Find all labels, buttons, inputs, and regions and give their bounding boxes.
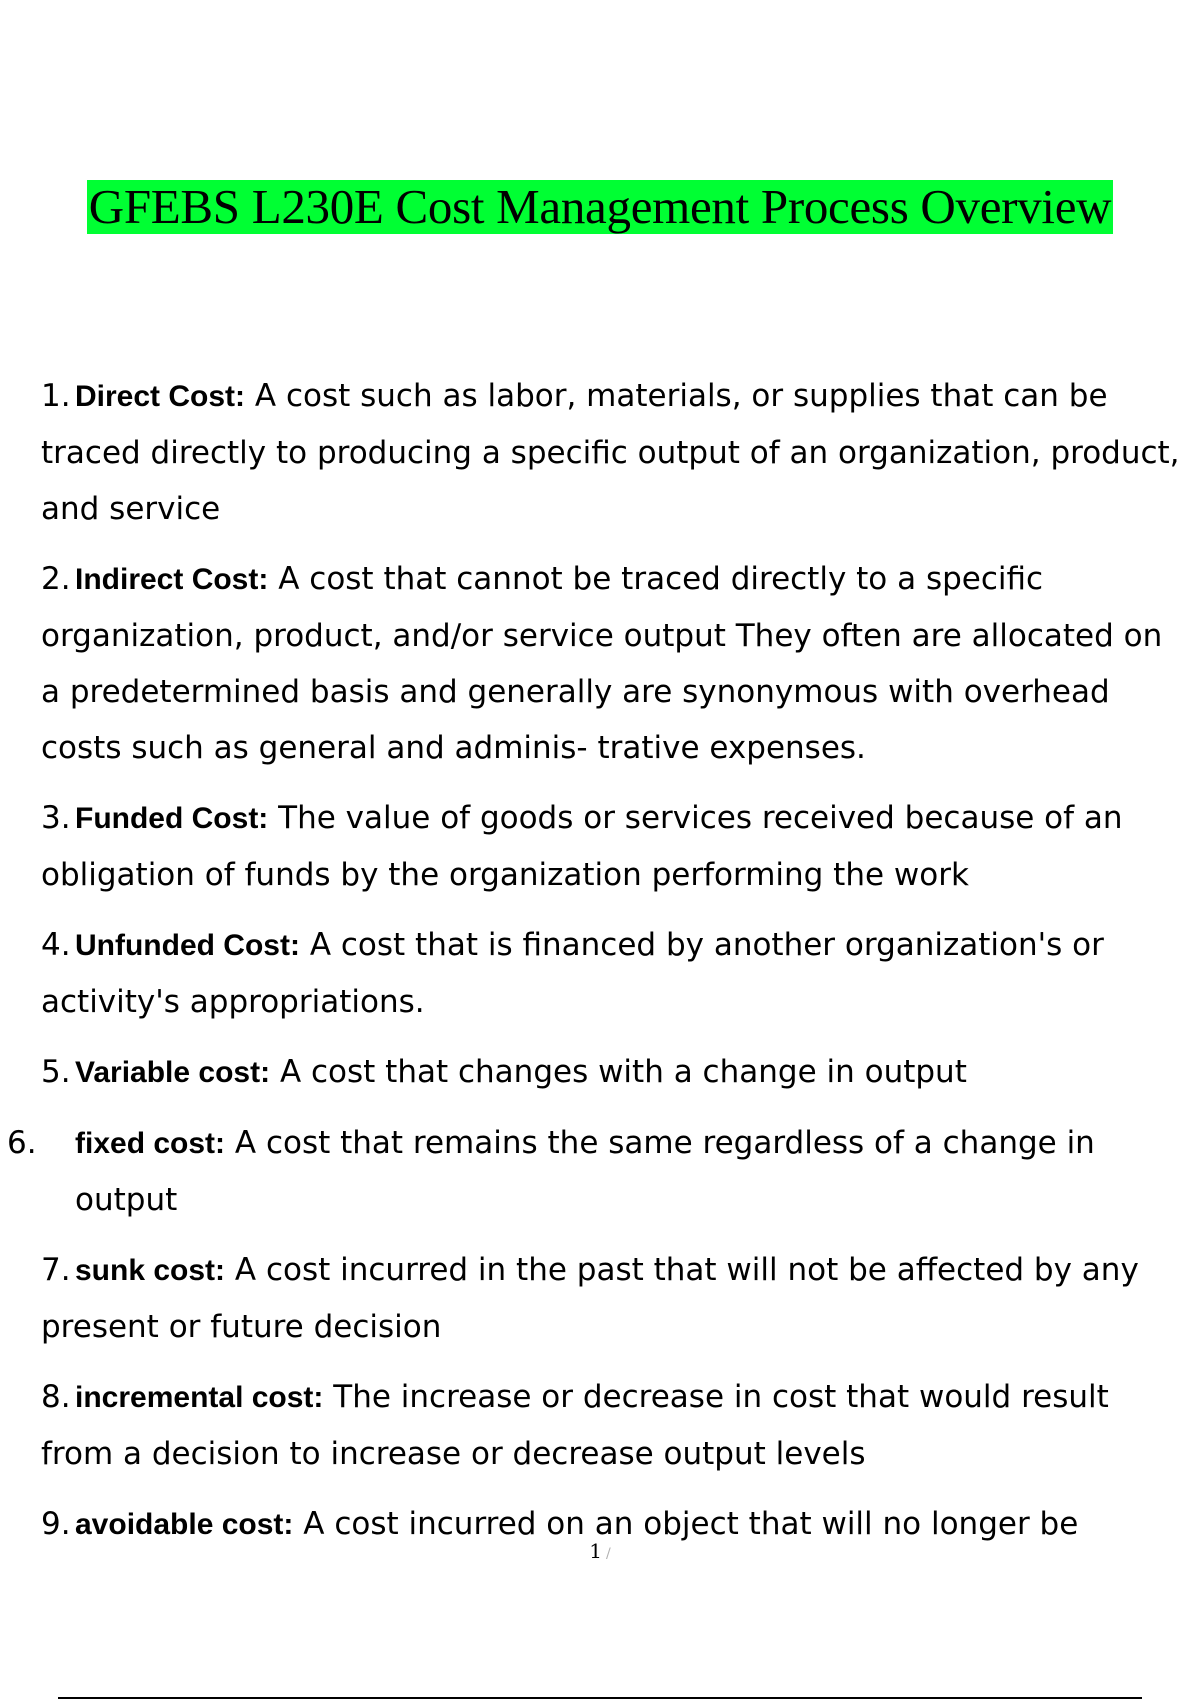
- title-container: [0, 180, 1200, 234]
- item-definition: The increase or decrease in cost that would result from a decision to increase or decrease output levels: [41, 1379, 1109, 1472]
- item-number: 8.: [41, 1379, 71, 1415]
- item-number: 9.: [41, 1506, 71, 1542]
- item-term: fixed cost:: [75, 1127, 226, 1160]
- definitions-list: [7, 368, 1181, 1567]
- item-number: 1.: [41, 378, 71, 414]
- list-item: [41, 917, 1181, 1030]
- list-item: [41, 790, 1181, 903]
- page-number-value: 1: [589, 1539, 602, 1563]
- list-item: [7, 1115, 1181, 1228]
- footer-divider: [58, 1697, 1142, 1699]
- item-term: Funded Cost:: [75, 802, 269, 835]
- item-definition: A cost incurred on an object that will no longer be: [293, 1506, 1079, 1542]
- item-number: 3.: [41, 800, 71, 836]
- item-number: 7.: [41, 1252, 71, 1288]
- item-term: avoidable cost:: [75, 1508, 294, 1541]
- item-number: 2.: [41, 561, 71, 597]
- item-definition: A cost that changes with a change in output: [270, 1054, 967, 1090]
- item-number: 4.: [41, 927, 71, 963]
- item-definition: A cost incurred in the past that will not be affected by any present or future decision: [41, 1252, 1139, 1345]
- list-item: [41, 368, 1181, 537]
- item-term: sunk cost:: [75, 1254, 226, 1287]
- item-definition: A cost that remains the same regardless of a change in output: [75, 1125, 1095, 1218]
- list-item: [41, 551, 1181, 776]
- item-term: Variable cost:: [75, 1056, 271, 1089]
- item-number: 6.: [7, 1125, 37, 1161]
- list-item: [41, 1369, 1181, 1482]
- item-definition: A cost that cannot be traced directly to a specific organization, product, and/or service output They often are allocated on a predetermined basis and generally are synonymous with overhead costs such as general and adminis- trative expenses.: [41, 561, 1163, 766]
- item-definition: A cost that is financed by another organization's or activity's appropriations.: [41, 927, 1104, 1020]
- document-title: GFEBS L230E Cost Management Process Overview: [88, 179, 1112, 234]
- item-definition: The value of goods or services received because of an obligation of funds by the organization performing the work: [41, 800, 1123, 893]
- item-number: 5.: [41, 1054, 71, 1090]
- item-definition: A cost such as labor, materials, or supplies that can be traced directly to producing a specific output of an organization, product, and service: [41, 378, 1180, 527]
- item-term: Indirect Cost:: [75, 563, 269, 596]
- page-number: [0, 1539, 1200, 1563]
- item-term: Unfunded Cost:: [75, 929, 300, 962]
- item-term: incremental cost:: [75, 1381, 324, 1414]
- list-item: [41, 1044, 1181, 1101]
- page-number-suffix: /: [606, 1546, 611, 1562]
- list-item: [41, 1242, 1181, 1355]
- item-term: Direct Cost:: [75, 380, 246, 413]
